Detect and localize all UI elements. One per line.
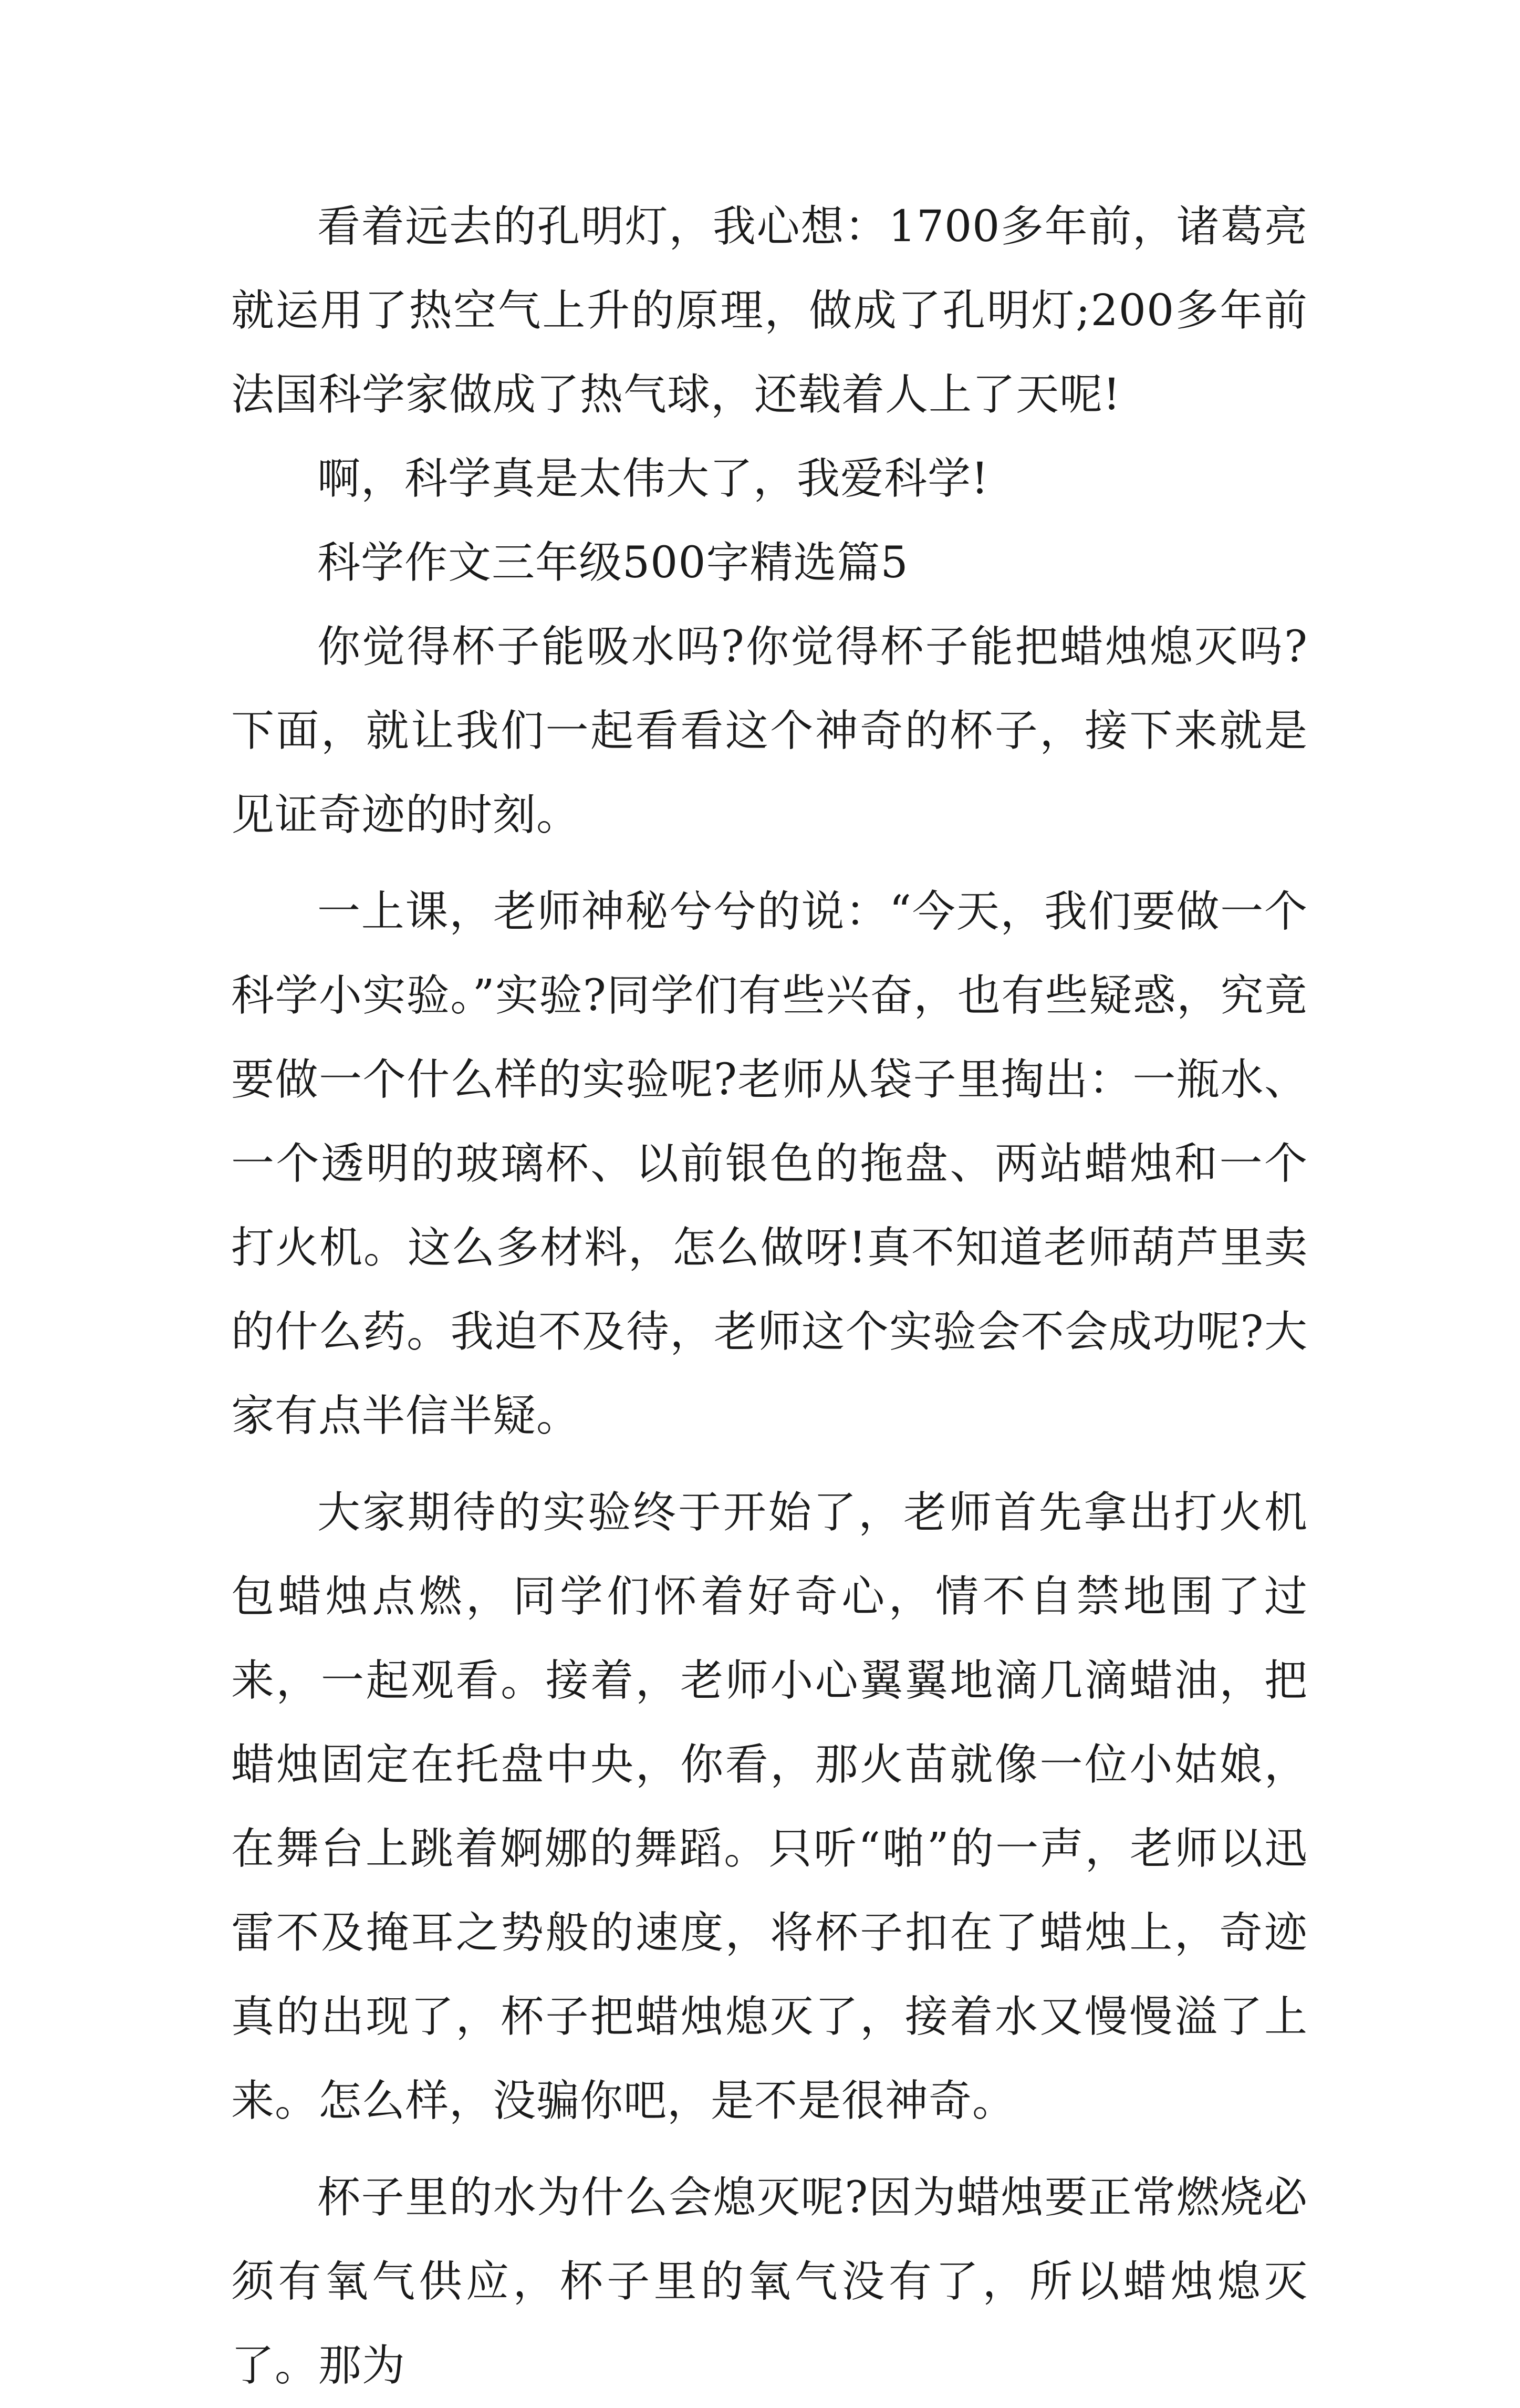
document-body xyxy=(231,185,1308,2408)
paragraph-3: 你觉得杯子能吸水吗?你觉得杯子能把蜡烛熄灭吗?下面，就让我们一起看看这个神奇的杯子，接下来就是见证奇迹的时刻。 xyxy=(231,622,1308,840)
paragraph-1: 看着远去的孔明灯，我心想：1700多年前，诸葛亮就运用了热空气上升的原理，做成了孔明灯;200多年前法国科学家做成了热气球，还载着人上了天呢! xyxy=(231,202,1308,420)
paragraph-4: 一上课，老师神秘兮兮的说：“今天，我们要做一个科学小实验。”实验?同学们有些兴奋，也有些疑惑，究竟要做一个什么样的实验呢?老师从袋子里掏出：一瓶水、一个透明的玻璃杯、以前银色的拖盘、两站蜡烛和一个打火机。这么多材料，怎么做呀!真不知道老师葫芦里卖的什么药。我迫不及待，老师这个实验会不会成功呢?大家有点半信半疑。 xyxy=(231,887,1308,1441)
section-heading: 科学作文三年级500字精选篇5 xyxy=(317,538,909,588)
paragraph-6: 杯子里的水为什么会熄灭呢?因为蜡烛要正常燃烧必须有氧气供应，杯子里的氧气没有了，所以蜡烛熄灭了。那为 xyxy=(231,2173,1308,2391)
paragraph-5: 大家期待的实验终于开始了，老师首先拿出打火机包蜡烛点燃，同学们怀着好奇心，情不自禁地围了过来，一起观看。接着，老师小心翼翼地滴几滴蜡油，把蜡烛固定在托盘中央，你看，那火苗就像一位小姑娘，在舞台上跳着婀娜的舞蹈。只听“啪”的一声，老师以迅雷不及掩耳之势般的速度，将杯子扣在了蜡烛上，奇迹真的出现了，杯子把蜡烛熄灭了，接着水又慢慢溢了上来。怎么样，没骗你吧，是不是很神奇。 xyxy=(231,1488,1308,2126)
paragraph-2: 啊，科学真是太伟大了，我爱科学! xyxy=(317,454,989,504)
